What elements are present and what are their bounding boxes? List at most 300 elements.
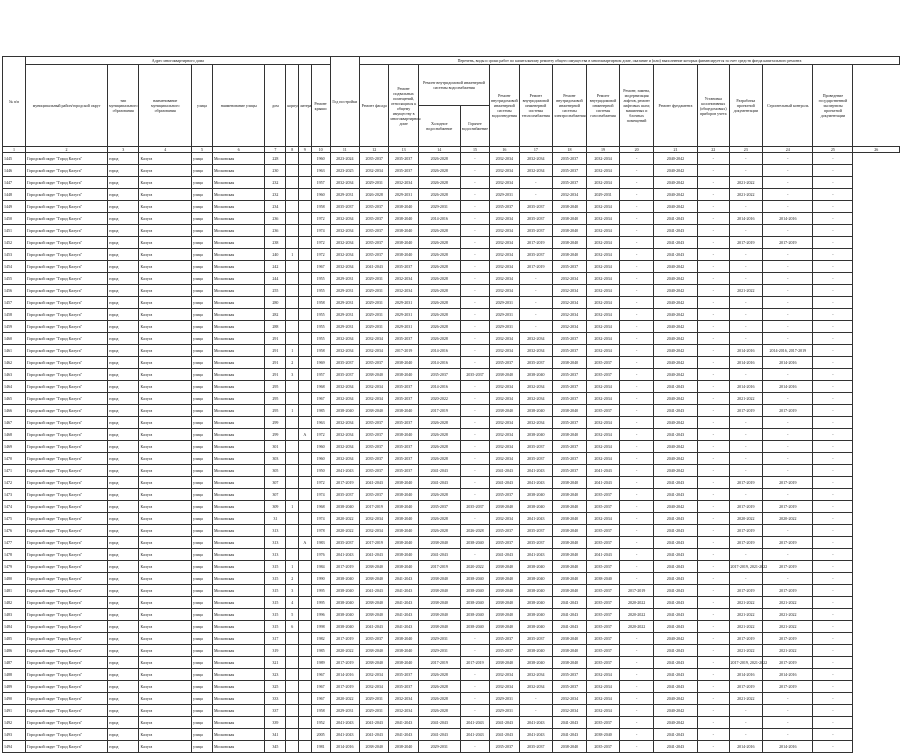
- cell-work-period: 2032-2034: [586, 669, 620, 681]
- cell-work-period: 2014-2016: [729, 381, 763, 393]
- cell-house: 232: [265, 177, 286, 189]
- cell-korpus: [286, 645, 299, 657]
- cell-work-period: 2035-2037: [519, 453, 553, 465]
- cell-work-period: 2035-2037: [389, 381, 418, 393]
- cell-work-period: 2035-2037: [389, 165, 418, 177]
- cell-work-period: 2029-2031: [360, 285, 389, 297]
- header-street-type: улица: [191, 65, 212, 147]
- cell-settlement-type: город: [107, 429, 138, 441]
- cell-settlement-type: город: [107, 621, 138, 633]
- cell-work-period: -: [763, 165, 813, 177]
- cell-year-built: 1972: [311, 429, 330, 441]
- cell-settlement-type: город: [107, 165, 138, 177]
- cell-work-period: 2035-2037: [586, 717, 620, 729]
- row-number: 1488: [3, 669, 26, 681]
- cell-street-type: улица: [191, 333, 212, 345]
- cell-year-built: 1972: [311, 477, 330, 489]
- cell-work-period: 2032-2034: [490, 441, 519, 453]
- cell-district: Городской округ "Город Калуга": [26, 633, 108, 645]
- header-gas: Ремонт внутридомовой инженерной системы газоснабжения: [586, 65, 620, 147]
- cell-work-period: 2040-2042: [653, 285, 697, 297]
- cell-settlement-name: Калуга: [139, 669, 191, 681]
- cell-korpus: [286, 237, 299, 249]
- cell-work-period: 2026-2028: [418, 153, 460, 165]
- row-number: 1485: [3, 633, 26, 645]
- cell-work-period: 2026-2028: [418, 441, 460, 453]
- cell-work-period: -: [698, 345, 729, 357]
- cell-work-period: -: [813, 345, 853, 357]
- cell-work-period: 2035-2037: [553, 393, 587, 405]
- cell-work-period: 2038-2040: [490, 405, 519, 417]
- cell-work-period: 2041-2043: [653, 645, 697, 657]
- cell-korpus: 1: [286, 345, 299, 357]
- cell-year-built: 1983: [311, 537, 330, 549]
- table-row: [3, 561, 900, 573]
- cell-work-period: 2041-2043: [553, 621, 587, 633]
- cell-work-period: 2035-2037: [586, 537, 620, 549]
- cell-work-period: 2038-2040: [519, 657, 553, 669]
- cell-work-period: -: [460, 693, 489, 705]
- cell-work-period: 2035-2037: [586, 357, 620, 369]
- cell-street-type: улица: [191, 477, 212, 489]
- cell-settlement-type: город: [107, 705, 138, 717]
- cell-district: Городской округ "Город Калуга": [26, 705, 108, 717]
- column-number: 16: [490, 147, 519, 153]
- cell-street-name: Московская: [212, 381, 264, 393]
- cell-work-period: -: [698, 705, 729, 717]
- table-row: [3, 609, 900, 621]
- cell-settlement-type: город: [107, 645, 138, 657]
- cell-work-period: 2035-2037: [360, 213, 389, 225]
- cell-work-period: -: [698, 573, 729, 585]
- cell-work-period: -: [813, 669, 853, 681]
- cell-work-period: 2038-2040: [553, 213, 587, 225]
- cell-work-period: -: [813, 261, 853, 273]
- cell-house: 317: [265, 633, 286, 645]
- cell-work-period: 2029-2031: [360, 273, 389, 285]
- cell-work-period: 2038-2040: [586, 729, 620, 741]
- cell-work-period: 2041-2043: [490, 465, 519, 477]
- cell-settlement-type: город: [107, 717, 138, 729]
- cell-work-period: 2032-2034: [330, 261, 359, 273]
- cell-work-period: 2035-2037: [553, 669, 587, 681]
- cell-work-period: 2035-2037: [553, 381, 587, 393]
- cell-settlement-name: Калуга: [139, 165, 191, 177]
- cell-work-period: -: [729, 441, 763, 453]
- cell-korpus: [286, 309, 299, 321]
- cell-district: Городской округ "Город Калуга": [26, 249, 108, 261]
- cell-work-period: 2038-2040: [389, 225, 418, 237]
- cell-work-period: -: [763, 705, 813, 717]
- cell-litera: [299, 213, 312, 225]
- cell-work-period: -: [620, 381, 654, 393]
- cell-street-type: улица: [191, 285, 212, 297]
- cell-street-name: Московская: [212, 177, 264, 189]
- cell-work-period: -: [763, 201, 813, 213]
- cell-litera: [299, 573, 312, 585]
- cell-work-period: -: [729, 165, 763, 177]
- row-number: 1475: [3, 513, 26, 525]
- cell-work-period: 2021-2022: [729, 645, 763, 657]
- cell-work-period: -: [763, 525, 813, 537]
- cell-work-period: 2029-2031: [418, 741, 460, 753]
- cell-house: 315: [265, 621, 286, 633]
- cell-work-period: -: [620, 465, 654, 477]
- cell-work-period: 2032-2034: [490, 453, 519, 465]
- cell-street-type: улица: [191, 249, 212, 261]
- cell-year-built: 1996: [311, 609, 330, 621]
- table-row: [3, 285, 900, 297]
- cell-work-period: 2041-2043: [653, 477, 697, 489]
- cell-district: Городской округ "Город Калуга": [26, 261, 108, 273]
- cell-work-period: 2032-2034: [330, 381, 359, 393]
- cell-work-period: 2038-2040: [519, 621, 553, 633]
- table-row: [3, 513, 900, 525]
- cell-work-period: -: [813, 657, 853, 669]
- cell-work-period: -: [460, 273, 489, 285]
- row-number: 1456: [3, 285, 26, 297]
- cell-work-period: 2038-2040: [553, 477, 587, 489]
- cell-work-period: -: [813, 225, 853, 237]
- cell-house: 288: [265, 321, 286, 333]
- cell-litera: [299, 357, 312, 369]
- cell-work-period: -: [813, 441, 853, 453]
- cell-work-period: -: [460, 429, 489, 441]
- cell-settlement-name: Калуга: [139, 429, 191, 441]
- cell-work-period: 2029-2031: [360, 705, 389, 717]
- cell-street-name: Московская: [212, 549, 264, 561]
- cell-street-type: улица: [191, 405, 212, 417]
- cell-work-period: -: [763, 189, 813, 201]
- cell-work-period: 2014-2016: [418, 357, 460, 369]
- cell-work-period: 2029-2031: [490, 321, 519, 333]
- cell-work-period: 2038-2040: [460, 585, 489, 597]
- cell-litera: [299, 237, 312, 249]
- table-row: [3, 657, 900, 669]
- cell-settlement-name: Калуга: [139, 633, 191, 645]
- cell-work-period: 2017-2019: [729, 237, 763, 249]
- cell-work-period: -: [620, 729, 654, 741]
- cell-work-period: 2032-2034: [490, 225, 519, 237]
- cell-work-period: -: [620, 489, 654, 501]
- cell-work-period: 2014-2016: [330, 669, 359, 681]
- cell-year-built: 1967: [311, 261, 330, 273]
- cell-work-period: 2035-2037: [553, 177, 587, 189]
- cell-work-period: 2035-2037: [389, 681, 418, 693]
- cell-work-period: -: [763, 225, 813, 237]
- cell-street-name: Московская: [212, 633, 264, 645]
- cell-work-period: -: [620, 633, 654, 645]
- cell-year-built: 1960: [311, 189, 330, 201]
- cell-work-period: 2040-2042: [653, 633, 697, 645]
- cell-street-type: улица: [191, 621, 212, 633]
- cell-settlement-type: город: [107, 213, 138, 225]
- cell-work-period: 2041-2043: [653, 549, 697, 561]
- cell-work-period: 2029-2031: [360, 309, 389, 321]
- cell-street-name: Московская: [212, 153, 264, 165]
- cell-litera: [299, 609, 312, 621]
- cell-work-period: -: [813, 609, 853, 621]
- cell-settlement-type: город: [107, 321, 138, 333]
- cell-work-period: -: [460, 705, 489, 717]
- cell-district: Городской округ "Город Калуга": [26, 285, 108, 297]
- cell-district: Городской округ "Город Калуга": [26, 585, 108, 597]
- cell-work-period: 2038-2040: [553, 525, 587, 537]
- cell-work-period: 2032-2034: [519, 165, 553, 177]
- cell-year-built: 1957: [311, 369, 330, 381]
- cell-work-period: -: [698, 249, 729, 261]
- cell-house: 315: [265, 597, 286, 609]
- cell-work-period: 2041-2043: [389, 717, 418, 729]
- cell-street-type: улица: [191, 153, 212, 165]
- cell-work-period: 2041-2043: [586, 477, 620, 489]
- cell-work-period: -: [813, 237, 853, 249]
- cell-work-period: -: [620, 705, 654, 717]
- cell-house: 31: [265, 513, 286, 525]
- cell-work-period: 2038-2040: [330, 597, 359, 609]
- cell-settlement-type: город: [107, 609, 138, 621]
- cell-work-period: 2038-2040: [360, 609, 389, 621]
- cell-work-period: 2035-2037: [389, 417, 418, 429]
- cell-work-period: 2029-2031: [330, 285, 359, 297]
- cell-work-period: 2029-2031: [586, 189, 620, 201]
- cell-district: Городской округ "Город Калуга": [26, 357, 108, 369]
- cell-work-period: 2035-2037: [586, 585, 620, 597]
- table-row: [3, 309, 900, 321]
- cell-work-period: 2026-2028: [418, 705, 460, 717]
- cell-work-period: 2035-2037: [553, 453, 587, 465]
- cell-work-period: -: [813, 561, 853, 573]
- cell-work-period: 2017-2019: [519, 261, 553, 273]
- row-number: 1450: [3, 213, 26, 225]
- cell-work-period: -: [620, 309, 654, 321]
- row-number: 1478: [3, 549, 26, 561]
- cell-settlement-type: город: [107, 489, 138, 501]
- cell-work-period: -: [519, 297, 553, 309]
- cell-house: 238: [265, 237, 286, 249]
- cell-work-period: 2038-2040: [553, 501, 587, 513]
- cell-work-period: 2035-2037: [553, 345, 587, 357]
- cell-work-period: 2035-2037: [360, 465, 389, 477]
- cell-work-period: 2035-2037: [519, 201, 553, 213]
- cell-work-period: -: [698, 333, 729, 345]
- cell-work-period: 2038-2040: [553, 225, 587, 237]
- cell-street-name: Московская: [212, 321, 264, 333]
- cell-work-period: -: [763, 693, 813, 705]
- cell-year-built: 1958: [311, 345, 330, 357]
- cell-work-period: -: [519, 273, 553, 285]
- cell-work-period: 2017-2019: [729, 537, 763, 549]
- header-facade: Ремонт фасада: [360, 65, 389, 147]
- cell-work-period: 2032-2034: [586, 681, 620, 693]
- cell-settlement-type: город: [107, 729, 138, 741]
- cell-work-period: -: [620, 225, 654, 237]
- cell-house: 255: [265, 285, 286, 297]
- cell-street-name: Московская: [212, 585, 264, 597]
- cell-work-period: 2038-2040: [553, 537, 587, 549]
- cell-work-period: 2023-2024: [330, 153, 359, 165]
- cell-street-type: улица: [191, 693, 212, 705]
- cell-year-built: 1998: [311, 621, 330, 633]
- cell-street-name: Московская: [212, 309, 264, 321]
- cell-work-period: 2032-2034: [490, 513, 519, 525]
- cell-work-period: 2038-2040: [389, 405, 418, 417]
- cell-work-period: -: [460, 249, 489, 261]
- row-number: 1491: [3, 705, 26, 717]
- cell-work-period: -: [729, 717, 763, 729]
- header-design-docs: Разработка проектной документации: [729, 65, 763, 147]
- cell-work-period: 2041-2043: [653, 657, 697, 669]
- cell-work-period: 2032-2034: [360, 165, 389, 177]
- cell-litera: [299, 645, 312, 657]
- cell-work-period: 2035-2037: [360, 249, 389, 261]
- cell-korpus: [286, 201, 299, 213]
- column-number: 10: [311, 147, 330, 153]
- cell-work-period: 2038-2040: [360, 561, 389, 573]
- cell-work-period: 2035-2037: [389, 261, 418, 273]
- cell-work-period: 2032-2034: [586, 201, 620, 213]
- table-row: [3, 357, 900, 369]
- cell-street-name: Московская: [212, 657, 264, 669]
- cell-district: Городской округ "Город Калуга": [26, 309, 108, 321]
- cell-year-built: 1972: [311, 249, 330, 261]
- cell-work-period: 2041-2043: [653, 621, 697, 633]
- row-number: 1469: [3, 441, 26, 453]
- row-number: 1487: [3, 657, 26, 669]
- cell-litera: [299, 729, 312, 741]
- cell-work-period: 2041-2043: [330, 549, 359, 561]
- cell-work-period: 2035-2037: [389, 393, 418, 405]
- cell-work-period: 2038-2040: [553, 549, 587, 561]
- row-number: 1484: [3, 621, 26, 633]
- cell-year-built: 1963: [311, 417, 330, 429]
- cell-work-period: 2041-2043: [418, 729, 460, 741]
- cell-work-period: -: [813, 273, 853, 285]
- cell-work-period: 2026-2028: [418, 261, 460, 273]
- cell-house: 325: [265, 681, 286, 693]
- cell-korpus: [286, 153, 299, 165]
- cell-work-period: -: [763, 429, 813, 441]
- cell-work-period: 2029-2031: [360, 321, 389, 333]
- cell-work-period: 2014-2016: [763, 741, 813, 753]
- cell-work-period: 2032-2034: [586, 297, 620, 309]
- cell-work-period: -: [729, 369, 763, 381]
- row-number: 1494: [3, 741, 26, 753]
- cell-work-period: -: [729, 309, 763, 321]
- cell-work-period: 2017-2019: [763, 561, 813, 573]
- cell-work-period: 2026-2028: [418, 189, 460, 201]
- cell-litera: [299, 333, 312, 345]
- cell-settlement-name: Калуга: [139, 393, 191, 405]
- cell-street-type: улица: [191, 573, 212, 585]
- cell-street-type: улица: [191, 633, 212, 645]
- table-row: [3, 501, 900, 513]
- cell-settlement-name: Калуга: [139, 465, 191, 477]
- cell-work-period: -: [813, 249, 853, 261]
- cell-work-period: 2014-2016: [763, 381, 813, 393]
- cell-work-period: 2041-2043: [553, 609, 587, 621]
- cell-work-period: -: [620, 549, 654, 561]
- cell-house: 315: [265, 573, 286, 585]
- cell-work-period: 2038-2040: [519, 597, 553, 609]
- cell-work-period: -: [698, 729, 729, 741]
- cell-work-period: -: [698, 321, 729, 333]
- cell-work-period: 2029-2031: [389, 297, 418, 309]
- header-internal-systems: Ремонт внутридомовой инженерной системы водоснабжения: [418, 65, 489, 106]
- cell-korpus: [286, 717, 299, 729]
- cell-work-period: -: [698, 225, 729, 237]
- cell-work-period: 2038-2040: [360, 741, 389, 753]
- cell-work-period: 2017-2019: [729, 681, 763, 693]
- cell-street-type: улица: [191, 597, 212, 609]
- cell-work-period: 2041-2043: [653, 405, 697, 417]
- column-number: 20: [620, 147, 654, 153]
- cell-street-type: улица: [191, 261, 212, 273]
- cell-house: 291: [265, 369, 286, 381]
- cell-work-period: -: [620, 537, 654, 549]
- cell-settlement-name: Калуга: [139, 225, 191, 237]
- cell-district: Городской округ "Город Калуга": [26, 489, 108, 501]
- cell-settlement-name: Калуга: [139, 189, 191, 201]
- cell-work-period: 2041-2043: [490, 549, 519, 561]
- cell-street-type: улица: [191, 237, 212, 249]
- cell-work-period: 2035-2037: [490, 645, 519, 657]
- cell-work-period: 2029-2031: [389, 321, 418, 333]
- cell-work-period: 2032-2034: [553, 297, 587, 309]
- column-number: 4: [139, 147, 191, 153]
- cell-work-period: 2035-2037: [586, 657, 620, 669]
- cell-litera: [299, 261, 312, 273]
- cell-settlement-name: Калуга: [139, 297, 191, 309]
- cell-work-period: 2041-2043: [653, 561, 697, 573]
- cell-house: 295: [265, 393, 286, 405]
- cell-settlement-name: Калуга: [139, 153, 191, 165]
- cell-work-period: 2040-2042: [653, 153, 697, 165]
- cell-street-type: улица: [191, 429, 212, 441]
- cell-korpus: [286, 705, 299, 717]
- cell-korpus: [286, 513, 299, 525]
- cell-district: Городской округ "Город Калуга": [26, 165, 108, 177]
- cell-work-period: 2021-2022: [763, 621, 813, 633]
- cell-year-built: 1990: [311, 573, 330, 585]
- cell-work-period: -: [729, 201, 763, 213]
- cell-work-period: 2032-2034: [586, 177, 620, 189]
- cell-litera: [299, 441, 312, 453]
- cell-district: Городской округ "Город Калуга": [26, 741, 108, 753]
- cell-street-type: улица: [191, 501, 212, 513]
- cell-settlement-name: Калуга: [139, 345, 191, 357]
- cell-work-period: -: [813, 213, 853, 225]
- cell-work-period: 2032-2034: [330, 213, 359, 225]
- cell-work-period: 2017-2019: [763, 681, 813, 693]
- cell-korpus: [286, 441, 299, 453]
- cell-korpus: [286, 189, 299, 201]
- cell-work-period: -: [813, 693, 853, 705]
- cell-korpus: [286, 285, 299, 297]
- cell-house: 333: [265, 693, 286, 705]
- cell-litera: [299, 585, 312, 597]
- cell-work-period: -: [763, 369, 813, 381]
- cell-work-period: 2021-2022: [729, 177, 763, 189]
- cell-street-type: улица: [191, 513, 212, 525]
- cell-work-period: 2038-2040: [490, 657, 519, 669]
- cell-work-period: 2035-2037: [360, 453, 389, 465]
- cell-work-period: 2014-2016: [418, 345, 460, 357]
- cell-work-period: 2032-2034: [360, 333, 389, 345]
- cell-settlement-type: город: [107, 513, 138, 525]
- cell-litera: [299, 705, 312, 717]
- cell-district: Городской округ "Город Калуга": [26, 537, 108, 549]
